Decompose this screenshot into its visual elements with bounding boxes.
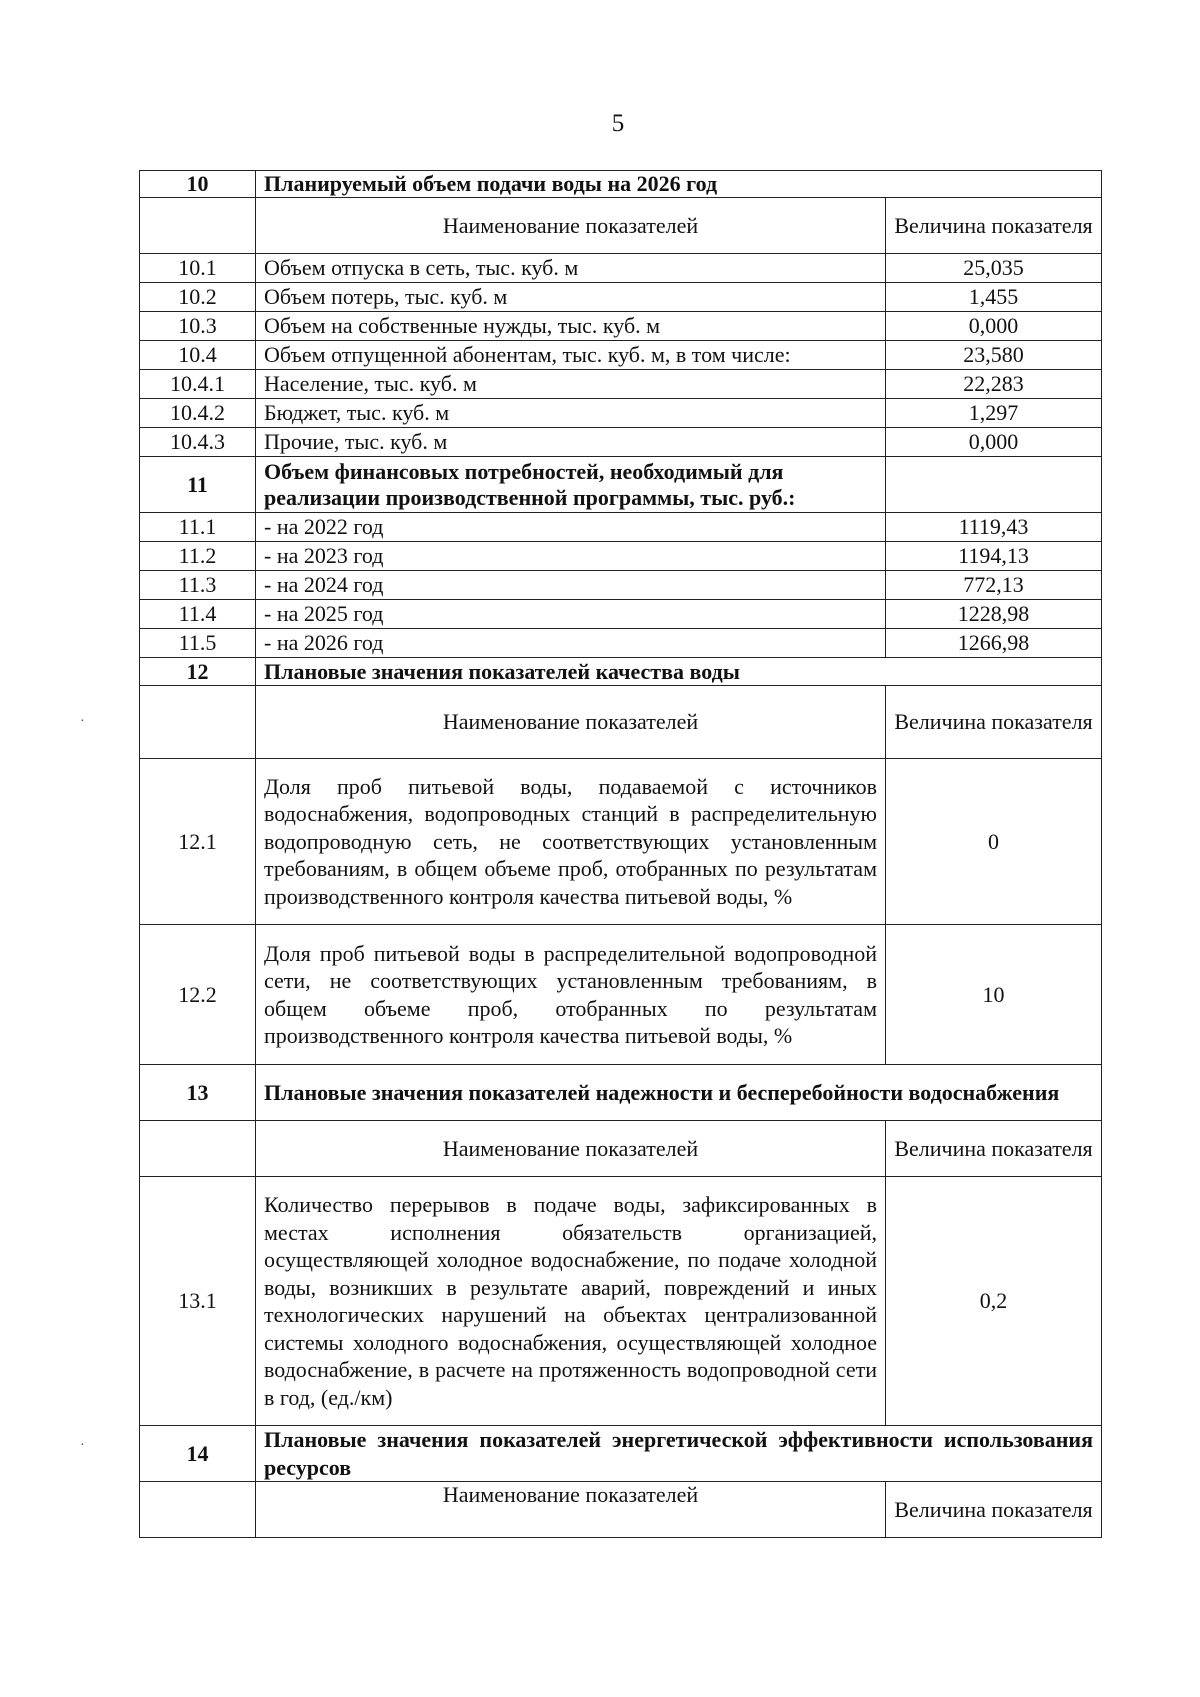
column-header-name: Наименование показателей [256,1121,886,1177]
row-number: 10.4.1 [140,370,256,399]
table-row [140,399,1102,428]
section-number: 11 [140,457,256,513]
row-value: 772,13 [886,571,1102,600]
row-name: - на 2025 год [256,600,886,629]
row-number: 10.2 [140,283,256,312]
row-name: Количество перерывов в подаче воды, зафиксированных в местах исполнения обязательств организацией, осуществляющей холодное водоснабжение, по подаче холодной воды, возникших в результате аварий, повреждений и иных технологических нарушений на объектах централизованной системы холодного водоснабжения, осуществляющей холодное водоснабжение, в расчете на протяженность водопроводной сети в год, (ед./км) [256,1177,886,1426]
row-number: 11.3 [140,571,256,600]
table-row [140,1177,1102,1426]
table-row [140,759,1102,925]
column-header-row [140,1482,1102,1538]
table-row [140,370,1102,399]
scan-speck: · [80,714,85,729]
section-title: Планируемый объем подачи воды на 2026 год [256,171,1102,198]
row-number: 10.4 [140,341,256,370]
section-title: Объем финансовых потребностей, необходимый для реализации производственной программы, тыс. руб.: [256,457,886,513]
row-name: Объем отпущенной абонентам, тыс. куб. м, в том числе: [256,341,886,370]
section-header-row [140,171,1102,198]
row-number: 11.5 [140,629,256,658]
row-value: 23,580 [886,341,1102,370]
table-row [140,254,1102,283]
row-name: Объем на собственные нужды, тыс. куб. м [256,312,886,341]
row-value: 0,2 [886,1177,1102,1426]
row-name: - на 2023 год [256,542,886,571]
row-number: 12.1 [140,759,256,925]
row-value: 1,297 [886,399,1102,428]
row-number: 10.4.3 [140,428,256,457]
section-title: Плановые значения показателей надежности и бесперебойности водоснабжения [256,1065,1102,1121]
column-header-value: Величина показателя [886,198,1102,254]
row-number: 10.1 [140,254,256,283]
section-number: 12 [140,658,256,686]
table-row [140,312,1102,341]
table-row [140,341,1102,370]
row-value: 1119,43 [886,513,1102,542]
scan-speck: · [80,1438,85,1453]
row-name: Доля проб питьевой воды, подаваемой с источников водоснабжения, водопроводных станций в распределительную водопроводную сеть, не соответствующих установленным требованиям, в общем объеме проб, отобранных по результатам производственного контроля качества питьевой воды, % [256,759,886,925]
row-number: 11.1 [140,513,256,542]
row-value: 0,000 [886,428,1102,457]
row-name: Доля проб питьевой воды в распределительной водопроводной сети, не соответствующих установленным требованиям, в общем объеме проб, отобранных по результатам производственного контроля качества питьевой воды, % [256,925,886,1065]
table-row [140,600,1102,629]
row-value: 1194,13 [886,542,1102,571]
section-header-row [140,1426,1102,1482]
section-title: Плановые значения показателей качества воды [256,658,1102,686]
row-number: 12.2 [140,925,256,1065]
table-row [140,925,1102,1065]
section-header-row [140,457,1102,513]
column-header-name: Наименование показателей [256,686,886,759]
row-number: 11.4 [140,600,256,629]
column-header-row [140,1121,1102,1177]
row-name: Население, тыс. куб. м [256,370,886,399]
row-name: Прочие, тыс. куб. м [256,428,886,457]
row-name: - на 2022 год [256,513,886,542]
column-header-row [140,198,1102,254]
section-number: 10 [140,171,256,198]
section-header-row [140,1065,1102,1121]
column-header-value: Величина показателя [886,1482,1102,1538]
column-header-name: Наименование показателей [256,1482,886,1538]
row-name: Объем потерь, тыс. куб. м [256,283,886,312]
row-number: 13.1 [140,1177,256,1426]
row-value: 10 [886,925,1102,1065]
row-value: 1266,98 [886,629,1102,658]
row-value: 25,035 [886,254,1102,283]
page-number: 5 [611,110,625,137]
table-row [140,513,1102,542]
table-row [140,542,1102,571]
table-row [140,283,1102,312]
row-name: - на 2024 год [256,571,886,600]
column-header-value: Величина показателя [886,1121,1102,1177]
table-row [140,629,1102,658]
table-row [140,428,1102,457]
indicators-table [139,170,1102,1538]
row-value: 22,283 [886,370,1102,399]
section-number: 14 [140,1426,256,1482]
row-number: 10.3 [140,312,256,341]
column-header-name: Наименование показателей [256,198,886,254]
row-name: - на 2026 год [256,629,886,658]
row-number: 11.2 [140,542,256,571]
column-header-value: Величина показателя [886,686,1102,759]
row-value: 1228,98 [886,600,1102,629]
row-value: 0,000 [886,312,1102,341]
section-number: 13 [140,1065,256,1121]
table-row [140,571,1102,600]
row-name: Объем отпуска в сеть, тыс. куб. м [256,254,886,283]
section-header-row [140,658,1102,686]
row-value: 1,455 [886,283,1102,312]
row-name: Бюджет, тыс. куб. м [256,399,886,428]
row-value: 0 [886,759,1102,925]
column-header-row [140,686,1102,759]
section-title: Плановые значения показателей энергетической эффективности использования ресурсов [256,1426,1102,1482]
row-number: 10.4.2 [140,399,256,428]
